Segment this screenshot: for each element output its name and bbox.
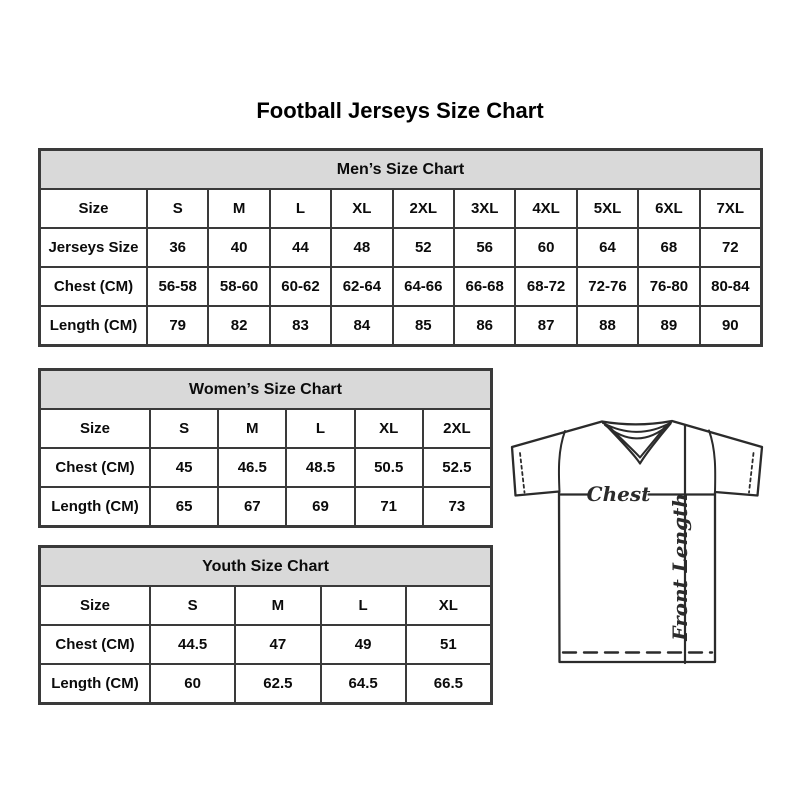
cell-value: L [270,189,331,228]
cell-value: 2XL [393,189,454,228]
cell-value: 51 [406,625,491,664]
cell-value: 72 [700,228,761,267]
row-label: Length (CM) [40,664,150,703]
cell-value: 4XL [515,189,576,228]
cell-value: 64-66 [393,267,454,306]
jersey-outline-drawing [495,395,795,695]
cell-value: 71 [355,487,423,526]
cell-value: 45 [150,448,218,487]
cell-value: 36 [147,228,208,267]
cell-value: 87 [515,306,576,345]
cell-value: 69 [286,487,354,526]
cell-value: 60-62 [270,267,331,306]
cell-value: 80-84 [700,267,761,306]
cell-value: S [150,409,218,448]
cell-value: 40 [208,228,269,267]
cell-value: 66-68 [454,267,515,306]
cell-value: 67 [218,487,286,526]
cell-value: 64.5 [321,664,406,703]
cell-value: 86 [454,306,515,345]
cell-value: 48.5 [286,448,354,487]
chest-measurement-label: Chest [586,482,651,506]
mens-size-chart [38,148,763,347]
cell-value: S [147,189,208,228]
row-label: Chest (CM) [40,448,150,487]
cell-value: 2XL [423,409,491,448]
youth-size-chart [38,545,493,705]
cell-value: 50.5 [355,448,423,487]
cell-value: 62-64 [331,267,392,306]
cell-value: M [218,409,286,448]
cell-value: XL [331,189,392,228]
cell-value: 73 [423,487,491,526]
cell-value: 64 [577,228,638,267]
womens-size-chart [38,368,493,528]
cell-value: 82 [208,306,269,345]
page-title: Football Jerseys Size Chart [256,98,544,123]
cell-value: 44 [270,228,331,267]
row-label: Jerseys Size [40,228,147,267]
row-label: Chest (CM) [40,625,150,664]
cell-value: 6XL [638,189,699,228]
cell-value: 88 [577,306,638,345]
table-title: Women’s Size Chart [40,370,491,409]
cell-value: 48 [331,228,392,267]
jersey-body-outline [512,421,762,662]
cell-value: 49 [321,625,406,664]
cell-value: 72-76 [577,267,638,306]
cell-value: 58-60 [208,267,269,306]
cell-value: 52 [393,228,454,267]
cell-value: 60 [150,664,235,703]
cell-value: 68-72 [515,267,576,306]
cell-value: 83 [270,306,331,345]
cell-value: L [321,586,406,625]
cell-value: 5XL [577,189,638,228]
cell-value: 90 [700,306,761,345]
cell-value: 66.5 [406,664,491,703]
cell-value: M [235,586,320,625]
table-title: Youth Size Chart [40,547,491,586]
cell-value: 79 [147,306,208,345]
row-label: Length (CM) [40,306,147,345]
row-label: Length (CM) [40,487,150,526]
cell-value: 68 [638,228,699,267]
row-label: Size [40,189,147,228]
cell-value: 85 [393,306,454,345]
jersey-measurement-diagram [495,395,795,695]
cell-value: 52.5 [423,448,491,487]
cell-value: 84 [331,306,392,345]
cell-value: 56-58 [147,267,208,306]
row-label: Chest (CM) [40,267,147,306]
cell-value: S [150,586,235,625]
cell-value: 65 [150,487,218,526]
cell-value: 56 [454,228,515,267]
cell-value: 47 [235,625,320,664]
row-label: Size [40,409,150,448]
table-title: Men’s Size Chart [40,150,761,189]
cell-value: 62.5 [235,664,320,703]
cell-value: XL [355,409,423,448]
cell-value: 44.5 [150,625,235,664]
cell-value: XL [406,586,491,625]
cell-value: 89 [638,306,699,345]
row-label: Size [40,586,150,625]
cell-value: 3XL [454,189,515,228]
cell-value: 7XL [700,189,761,228]
cell-value: M [208,189,269,228]
cell-value: 76-80 [638,267,699,306]
cell-value: 46.5 [218,448,286,487]
front-length-measurement-label: Front Length [668,493,692,641]
cell-value: L [286,409,354,448]
cell-value: 60 [515,228,576,267]
